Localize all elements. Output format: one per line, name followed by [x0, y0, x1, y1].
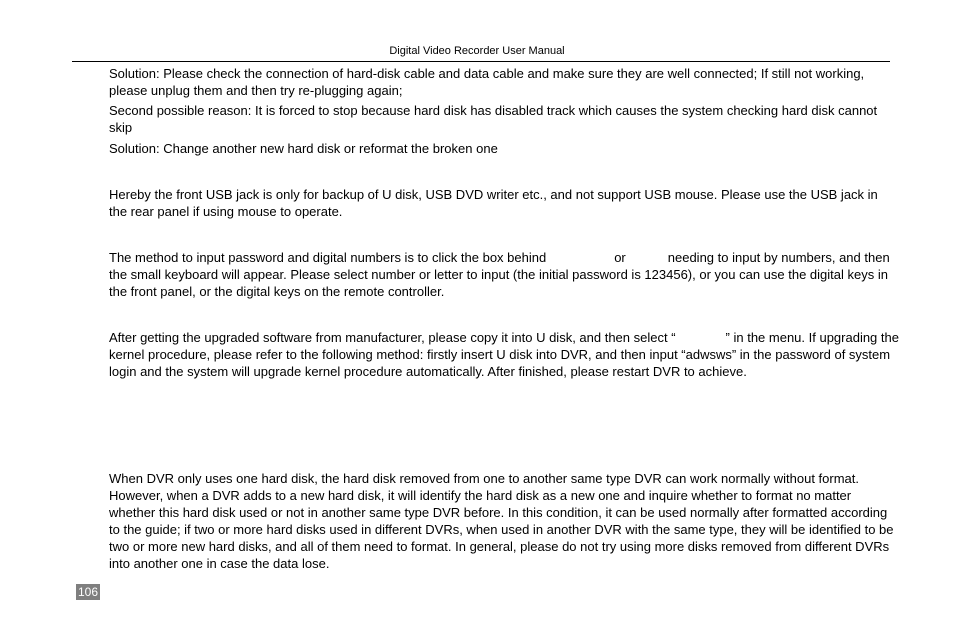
password-text-part3: needing to input by — [667, 250, 778, 265]
paragraph-password-input — [109, 249, 899, 300]
page-number: 106 — [78, 585, 99, 599]
password-text-part1: The method to input password and digital numbers is to click the box behind — [109, 250, 547, 265]
header-rule — [72, 61, 890, 62]
paragraph-upgrade — [109, 329, 899, 380]
upgrade-text-part1: After getting the upgraded software from manufacturer, please copy it into U disk, and then select “ — [109, 330, 676, 345]
paragraph-solution-disk: Solution: Change another new hard disk or reformat the broken one — [109, 141, 498, 156]
upgrade-text-part2: ” in the menu. If upgrading the kernel procedure, please refer to the following method: firstly insert U disk into DVR, and then input “adwsws” in the password of system login and the system will upgrade kernel procedure automatically. After finished, please restart DVR to achieve. — [109, 330, 899, 379]
paragraph-solution-cable: Solution: Please check the connection of hard-disk cable and data cable and make sure they are well connected; If still not working, please unplug them and then try re-plugging again; — [109, 66, 865, 98]
paragraph-usb-jack: Hereby the front USB jack is only for backup of U disk, USB DVD writer etc., and not support USB mouse. Please use the USB jack in the rear panel if using mouse to operate. — [109, 187, 878, 219]
paragraph-hard-disk-format: When DVR only uses one hard disk, the hard disk removed from one to another same type DVR can work normally without format. However, when a DVR adds to a new hard disk, it will identify the hard disk as a new one and inquire whether to format no matter whether this hard disk used or not in another same type DVR before. In this condition, it can be used normally after formatted according to the guide; if two or more hard disks used in different DVRs, when used in another DVR with the same type, they will be identified to be two or more new hard disks, and all of them need to format. In general, please do not try using more disks removed from different DVRs into another one in case the data lose. — [109, 471, 894, 571]
page-header-title: Digital Video Recorder User Manual — [389, 45, 565, 57]
password-text-part2: or — [614, 250, 626, 265]
password-text-part4: numbers, and then the small keyboard will appear. Please select number or letter to input (the initial password is 123456), or you can use the digital keys in the front panel, or the digital keys on the remote controller. — [109, 250, 890, 299]
paragraph-second-reason: Second possible reason: It is forced to stop because hard disk has disabled track which causes the system checking hard disk cannot skip — [109, 103, 878, 135]
